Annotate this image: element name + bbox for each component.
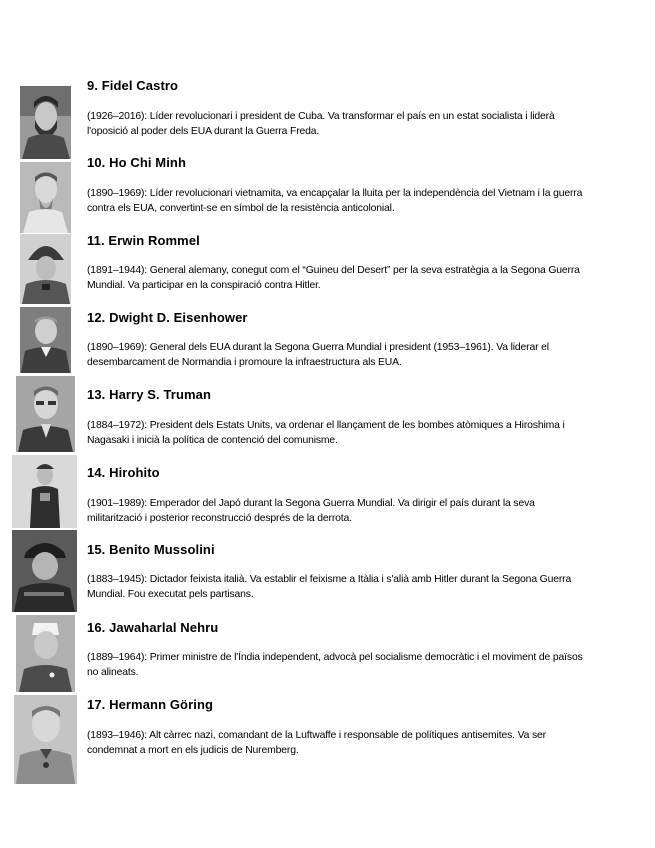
ho-chi-minh-portrait — [20, 162, 71, 233]
entry-title: 15. Benito Mussolini — [87, 542, 215, 557]
entry-title: 9. Fidel Castro — [87, 78, 179, 93]
entry-description: (1889–1964): Primer ministre de l'Índia independent, advocà pel socialisme democràtic i el moviment de països no alineats. — [87, 652, 583, 678]
entry-description: (1883–1945): Dictador feixista italià. Va establir el feixisme a Itàlia i s'alià amb Hitler durant la Segona Guerra Mundial. Fou executat pels partisans. — [87, 574, 572, 600]
entry-title: 16. Jawaharlal Nehru — [87, 620, 219, 635]
entry-description: (1890–1969): Líder revolucionari vietnamita, va encapçalar la lluita per la independència del Vietnam i la guerra contra els EUA, convertint-se en símbol de la resistència anticolonial. — [87, 188, 583, 214]
entry-title: 14. Hirohito — [87, 465, 160, 480]
hermann-goring-portrait — [14, 695, 77, 784]
jawaharlal-nehru-portrait — [16, 615, 75, 692]
entry-description: (1901–1989): Emperador del Japó durant la Segona Guerra Mundial. Va dirigir el país durant la seva militarització i posterior reconstrucció després de la derrota. — [87, 498, 535, 524]
entry-title: 11. Erwin Rommel — [87, 233, 200, 248]
entry-description: (1926–2016): Líder revolucionari i president de Cuba. Va transformar el país en un estat socialista i liderà l'oposició al poder dels EUA durant la Guerra Freda. — [87, 111, 555, 137]
entry-description: (1893–1946): Alt càrrec nazi, comandant de la Luftwaffe i responsable de polítiques antisemites. Va ser condemnat a mort en els judicis de Nuremberg. — [87, 730, 546, 756]
benito-mussolini-portrait — [12, 530, 77, 612]
dwight-eisenhower-portrait — [20, 307, 71, 373]
erwin-rommel-portrait — [20, 234, 71, 304]
hirohito-portrait — [12, 455, 77, 528]
entry-title: 10. Ho Chi Minh — [87, 155, 186, 170]
harry-truman-portrait — [16, 376, 75, 452]
entry-description: (1891–1944): General alemany, conegut com el “Guineu del Desert” per la seva estratègia a la Segona Guerra Mundial. Va participar en la conspiració contra Hitler. — [87, 265, 580, 291]
entry-title: 13. Harry S. Truman — [87, 387, 212, 402]
entry-title: 12. Dwight D. Eisenhower — [87, 310, 248, 325]
entry-description: (1890–1969): General dels EUA durant la Segona Guerra Mundial i president (1953–1961). Va liderar el desembarcament de Normandia i promoure la infraestructura als EUA. — [87, 342, 549, 368]
fidel-castro-portrait — [20, 86, 71, 159]
entry-description: (1884–1972): President dels Estats Units, va ordenar el llançament de les bombes atòmiques a Hiroshima i Nagasaki i inicià la política de contenció del comunisme. — [87, 420, 565, 446]
entry-title: 17. Hermann Göring — [87, 697, 214, 712]
